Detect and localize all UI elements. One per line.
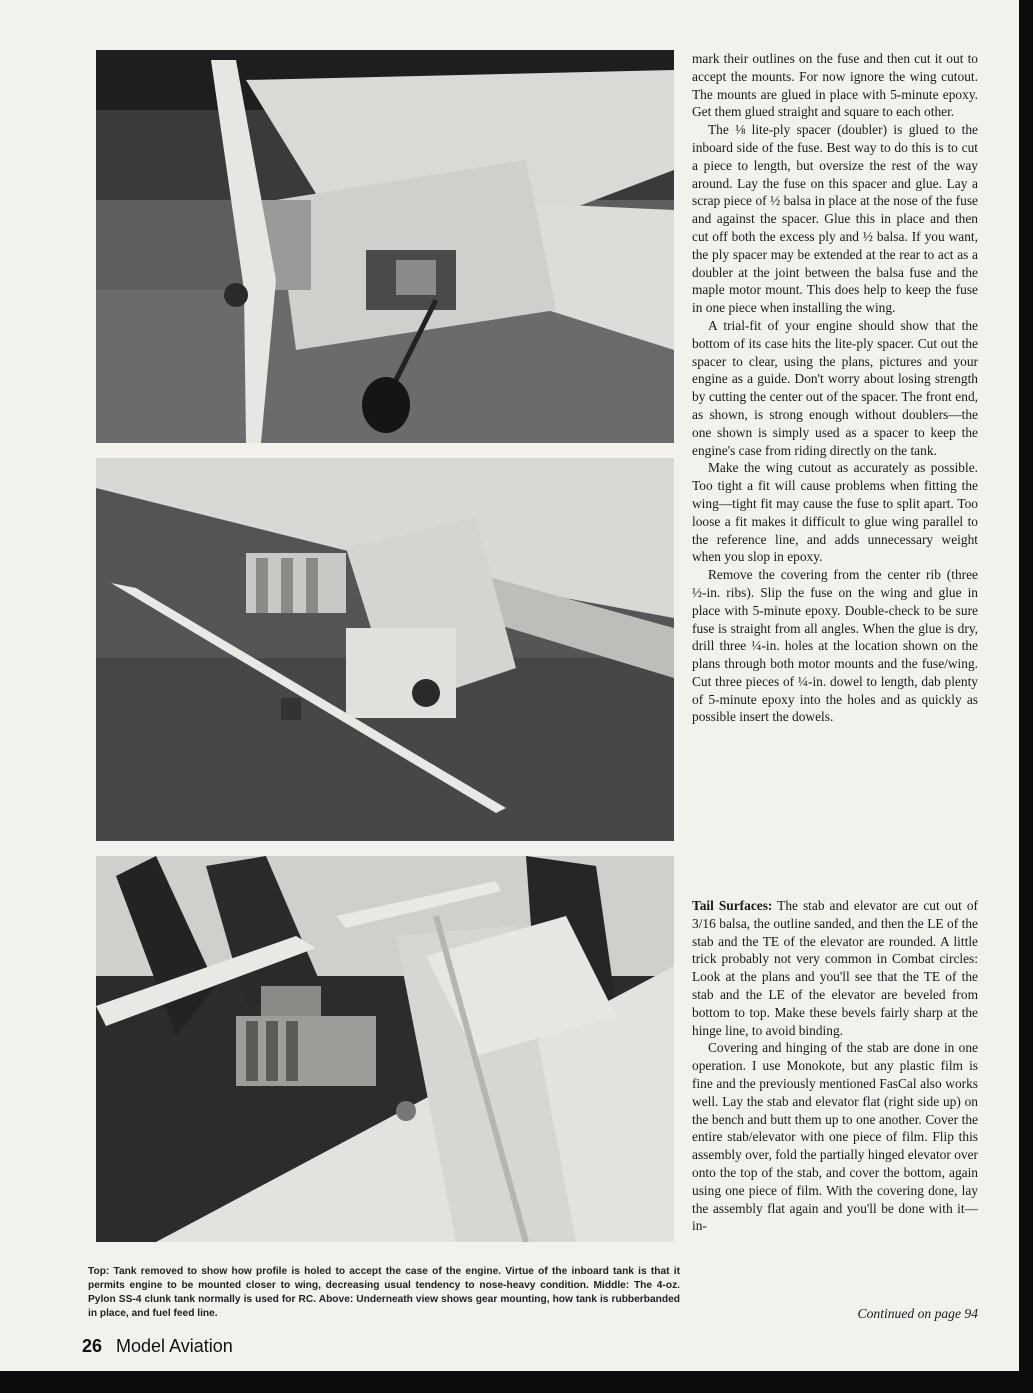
photo-top-tank-removed	[96, 50, 674, 443]
page-number: 26	[82, 1336, 103, 1356]
article-column-tail-surfaces	[692, 897, 978, 1235]
article-paragraph: Remove the covering from the center rib (three ½-in. ribs). Slip the fuse on the wing and glue in place with 5-minute epoxy. Double-check to be sure fuse is straight from all angles. When the glue is dry, drill three ¼-in. holes at the location shown on the plans through both motor mounts and the fuse/wing. Cut three pieces of ¼-in. dowel to length, dab plenty of 5-minute epoxy into the holes and as quickly as possible insert the dowels.	[692, 567, 978, 725]
photo-caption: Top: Tank removed to show how profile is holed to accept the case of the engine. Virtue of the inboard tank is that it permits engine to be mounted closer to wing, decreasing usual tendency to nose-heavy condition. Middle: The 4-oz. Pylon SS-4 clunk tank normally is used for RC. Above: Underneath view shows gear mounting, how tank is rubberbanded in place, and fuel feed line.	[88, 1266, 680, 1319]
magazine-name: Model Aviation	[116, 1336, 233, 1356]
article-paragraph: A trial-fit of your engine should show that the bottom of its case hits the lite-ply spacer. Cut out the spacer to clear, using the plans, pictures and your engine as a guide. Don't worry about losing strength by cutting the center out of the spacer. The front end, as shown, is strong enough without doublers—the one shown is simply used as a spacer to keep the engine's case from riding directly on the tank.	[692, 317, 978, 458]
scan-edge-bottom	[0, 1371, 1033, 1393]
photo-middle-clunk-tank	[96, 458, 674, 841]
photo-middle-image	[96, 458, 674, 841]
continued-note[interactable]: Continued on page 94	[857, 1306, 978, 1321]
covering-paragraph: Covering and hinging of the stab are done in one operation. I use Monokote, but any plastic film is fine and the previously mentioned FasCal also works well. Lay the stab and elevator flat (right side up) on the bench and butt them up to one another. Cover the entire stab/elevator with one piece of film. Flip this assembly over, fold the partially hinged elevator over onto the top of the stab, and cover the bottom, again using one piece of film. With the covering done, lay the assembly flat again and you'll be done with it—in-	[692, 1040, 978, 1234]
scan-edge-right	[1019, 0, 1033, 1393]
photo-top-image	[96, 50, 674, 443]
article-column-top	[692, 50, 978, 726]
article-paragraph: The ⅛ lite-ply spacer (doubler) is glued to the inboard side of the fuse. Best way to do this is to cut a piece to length, but oversize the rest of the way around. Lay the fuse on this spacer and glue. Lay a scrap piece of ½ balsa in place at the nose of the fuse and against the spacer. Glue this in place and then cut off both the excess ply and ½ balsa. If you want, the ply spacer may be extended at the rear to act as a doubler at the joint between the balsa fuse and the maple motor mount. This does help to keep the fuse in one piece when installing the wing.	[692, 122, 978, 316]
article-paragraph: Make the wing cutout as accurately as possible. Too tight a fit will cause problems when fitting the wing—tight fit may cause the fuse to split apart. Too loose a fit makes it difficult to glue wing parallel to the reference line, and adds unnecessary weight when you slop in epoxy.	[692, 460, 978, 565]
section-heading: Tail Surfaces:	[692, 898, 773, 913]
photo-bottom-image	[96, 856, 674, 1242]
article-paragraph: mark their outlines on the fuse and then cut it out to accept the mounts. For now ignore the wing cutout. The mounts are glued in place with 5-minute epoxy. Get them glued straight and square to each other.	[692, 51, 978, 120]
tail-surfaces-text: The stab and elevator are cut out of 3/16 balsa, the outline sanded, and then the LE of the stab and the TE of the elevator are rounded. A little trick probably not very common in Combat circles: Look at the plans and you'll see that the TE of the stab and the LE of the elevator are beveled from bottom to top. Make these bevels fairly sharp at the hinge line, to avoid binding.	[692, 898, 978, 1038]
page-footer	[82, 1336, 233, 1357]
photo-bottom-underneath-view	[96, 856, 674, 1242]
tail-surfaces-paragraph	[692, 897, 978, 1039]
